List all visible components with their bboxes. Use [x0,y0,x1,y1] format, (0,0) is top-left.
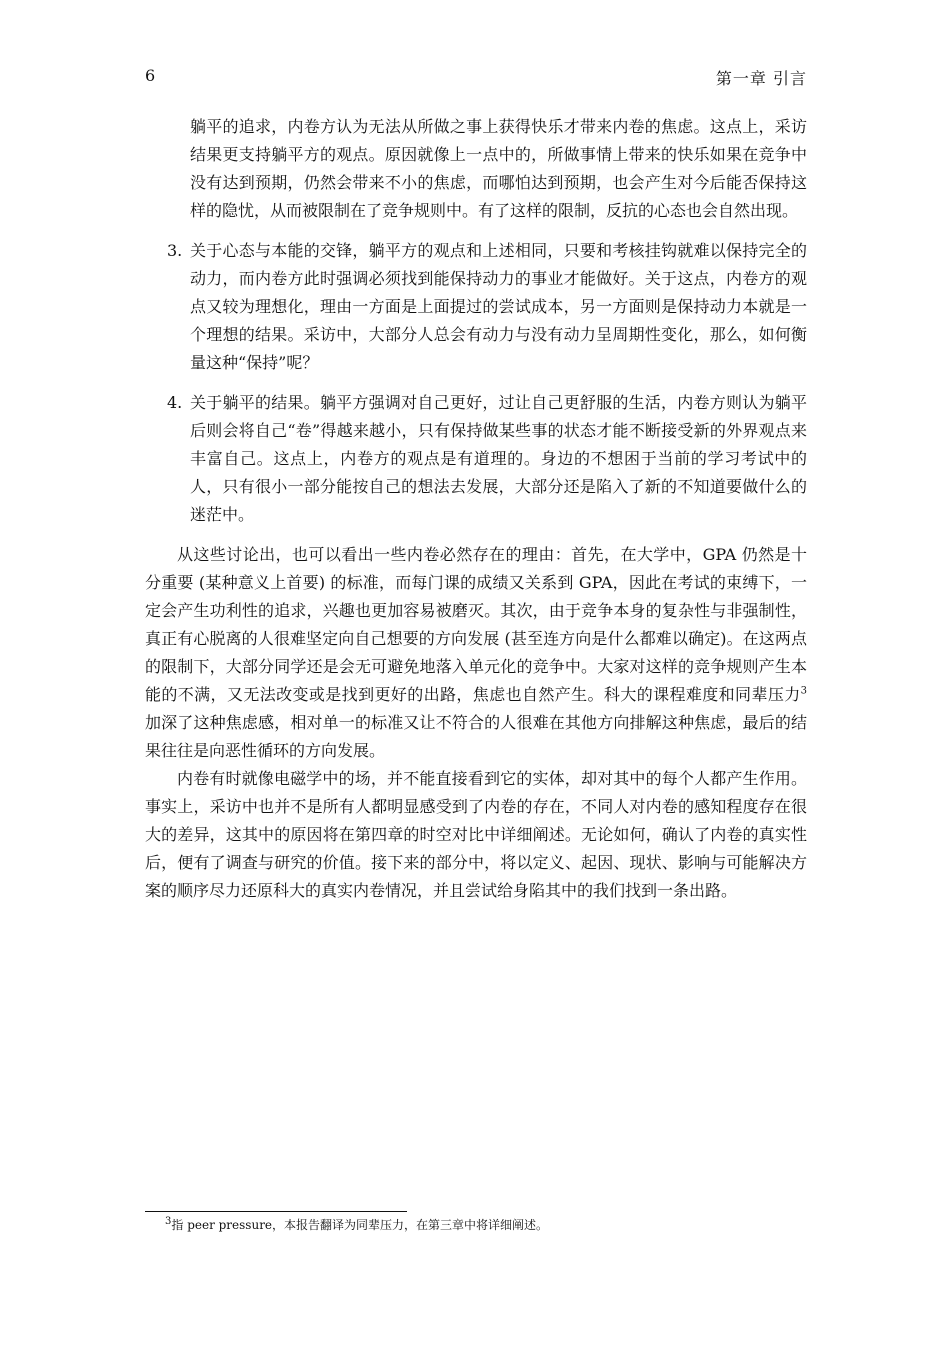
list-item-text: 关于躺平的结果。躺平方强调对自己更好，过让自己更舒服的生活，内卷方则认为躺平后则会将自己“卷”得越来越小，只有保持做某些事的状态才能不断接受新的外界观点来丰富自己。这点上，内卷方的观点是有道理的。身边的不想困于当前的学习考试中的人，只有很小一部分能按自己的想法去发展，大部分还是陷入了新的不知道要做什么的迷茫中。 [190,393,807,524]
footnote-text: 指 peer pressure，本报告翻译为同辈压力，在第三章中将详细阐述。 [171,1218,549,1232]
page-number: 6 [145,66,156,85]
list-item [145,389,807,529]
numbered-list [145,237,807,529]
list-item-text: 关于心态与本能的交锋，躺平方的观点和上述相同，只要和考核挂钩就难以保持完全的动力，而内卷方此时强调必须找到能保持动力的事业才能做好。关于这点，内卷方的观点又较为理想化，理由一方面是上面提过的尝试成本，另一方面则是保持动力本就是一个理想的结果。采访中，大部分人总会有动力与没有动力呈周期性变化，那么，如何衡量这种“保持”呢？ [190,241,807,372]
footnote-reference[interactable]: 3 [800,685,807,697]
list-item [145,237,807,377]
page-header [145,66,807,90]
footnote-divider [145,1211,407,1212]
list-marker: 4. [167,393,183,412]
list-marker: 3. [167,241,183,260]
paragraph-text: 加深了这种焦虑感，相对单一的标准又让不符合的人很难在其他方向排解这种焦虑，最后的结果往往是向恶性循环的方向发展。 [145,713,807,760]
paragraph-text: 从这些讨论出，也可以看出一些内卷必然存在的理由：首先，在大学中，GPA 仍然是十分重要 (某种意义上首要) 的标准，而每门课的成绩又关系到 GPA，因此在考试的束缚下，一定会产生功利性的追求，兴趣也更加容易被磨灭。其次，由于竞争本身的复杂性与非强制性，真正有心脱离的人很难坚定向自己想要的方向发展 (甚至连方向是什么都难以确定)。在这两点的限制下，大部分同学还是会无可避免地落入单元化的竞争中。大家对这样的竞争规则产生本能的不满，又无法改变或是找到更好的出路，焦虑也自然产生。科大的课程难度和同辈压力 [145,545,807,704]
chapter-title: 第一章 引言 [715,69,807,88]
footnote [165,1216,805,1234]
body-paragraph [145,541,807,765]
continued-list-paragraph: 躺平的追求，内卷方认为无法从所做之事上获得快乐才带来内卷的焦虑。这点上，采访结果更支持躺平方的观点。原因就像上一点中的，所做事情上带来的快乐如果在竞争中没有达到预期，仍然会带来不小的焦虑，而哪怕达到预期，也会产生对今后能否保持这样的隐忧，从而被限制在了竞争规则中。有了这样的限制，反抗的心态也会自然出现。 [190,117,807,220]
body-paragraph: 内卷有时就像电磁学中的场，并不能直接看到它的实体，却对其中的每个人都产生作用。事实上，采访中也并不是所有人都明显感受到了内卷的存在，不同人对内卷的感知程度存在很大的差异，这其中的原因将在第四章的时空对比中详细阐述。无论如何，确认了内卷的真实性后，便有了调查与研究的价值。接下来的部分中，将以定义、起因、现状、影响与可能解决方案的顺序尽力还原科大的真实内卷情况，并且尝试给身陷其中的我们找到一条出路。 [145,769,807,900]
footnote-marker: 3 [165,1216,172,1227]
main-text [145,113,807,905]
